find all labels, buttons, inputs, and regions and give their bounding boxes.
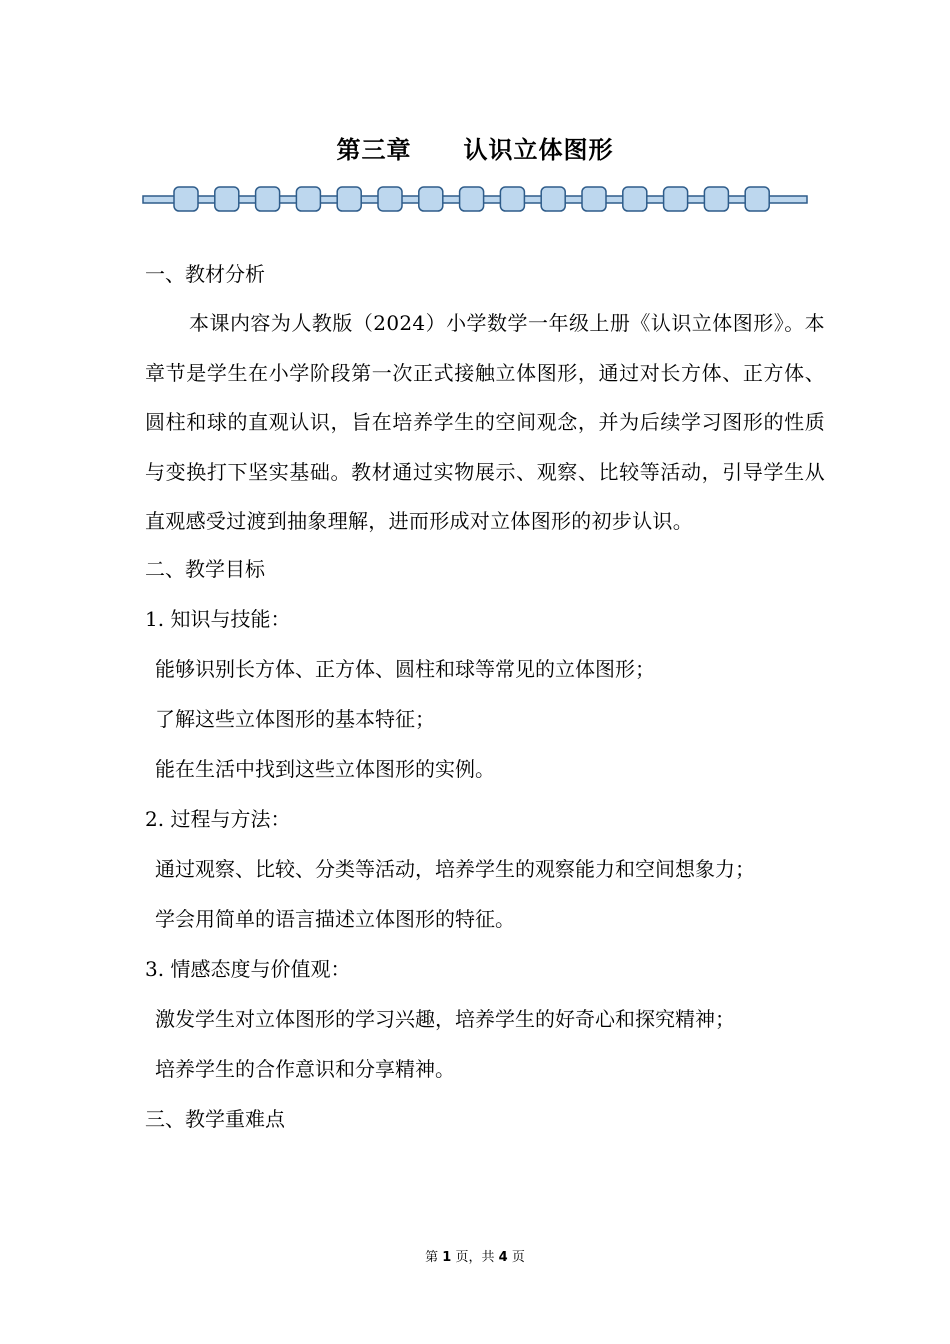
- divider-bead: [419, 187, 443, 211]
- divider-bead: [500, 187, 524, 211]
- divider-bead: [256, 187, 280, 211]
- divider-beads: [174, 187, 769, 211]
- section-heading: 二、教学目标: [145, 556, 265, 581]
- section-heading: 三、教学重难点: [145, 1106, 285, 1131]
- chapter-title: [0, 130, 950, 165]
- divider-bead: [541, 187, 565, 211]
- list-item: 学会用简单的语言描述立体图形的特征。: [155, 906, 515, 931]
- subsection-heading: 3. 情感态度与价值观：: [145, 956, 351, 981]
- divider-bead: [215, 187, 239, 211]
- divider-bead: [582, 187, 606, 211]
- divider-bead: [623, 187, 647, 211]
- document-body: [145, 256, 825, 1151]
- list-item: 通过观察、比较、分类等活动，培养学生的观察能力和空间想象力；: [155, 856, 755, 881]
- list-item: 培养学生的合作意识和分享精神。: [155, 1056, 455, 1081]
- divider-bead: [337, 187, 361, 211]
- current-page-number: 1: [442, 1250, 452, 1265]
- body-paragraph: 本课内容为人教版（2024）小学数学一年级上册《认识立体图形》。本章节是学生在小学阶段第一次正式接触立体图形，通过对长方体、正方体、圆柱和球的直观认识，旨在培养学生的空间观念，并为后续学习图形的性质与变换打下坚实基础。教材通过实物展示、观察、比较等活动，引导学生从直观感受过渡到抽象理解，进而形成对立体图形的初步认识。: [145, 311, 825, 533]
- chapter-name: 认识立体图形: [463, 136, 614, 164]
- list-item: 了解这些立体图形的基本特征；: [155, 706, 435, 731]
- divider-bead: [460, 187, 484, 211]
- divider-bead: [745, 187, 769, 211]
- page-footer: [0, 1246, 950, 1265]
- footer-suffix: 页: [511, 1250, 525, 1265]
- list-item: 激发学生对立体图形的学习兴趣，培养学生的好奇心和探究精神；: [155, 1006, 735, 1031]
- subsection-heading: 2. 过程与方法：: [145, 806, 291, 831]
- total-page-count: 4: [498, 1250, 508, 1265]
- section-heading: 一、教材分析: [145, 262, 265, 286]
- list-item: 能在生活中找到这些立体图形的实例。: [155, 756, 495, 781]
- decorative-divider: [142, 186, 808, 214]
- divider-bead: [704, 187, 728, 211]
- divider-bead: [378, 187, 402, 211]
- footer-middle: 页，共: [455, 1250, 495, 1265]
- subsection-heading: 1. 知识与技能：: [145, 606, 291, 631]
- divider-bead: [296, 187, 320, 211]
- footer-prefix: 第: [425, 1250, 439, 1265]
- divider-bead: [174, 187, 198, 211]
- divider-bead: [664, 187, 688, 211]
- chapter-number: 第三章: [336, 136, 412, 164]
- list-item: 能够识别长方体、正方体、圆柱和球等常见的立体图形；: [155, 656, 655, 681]
